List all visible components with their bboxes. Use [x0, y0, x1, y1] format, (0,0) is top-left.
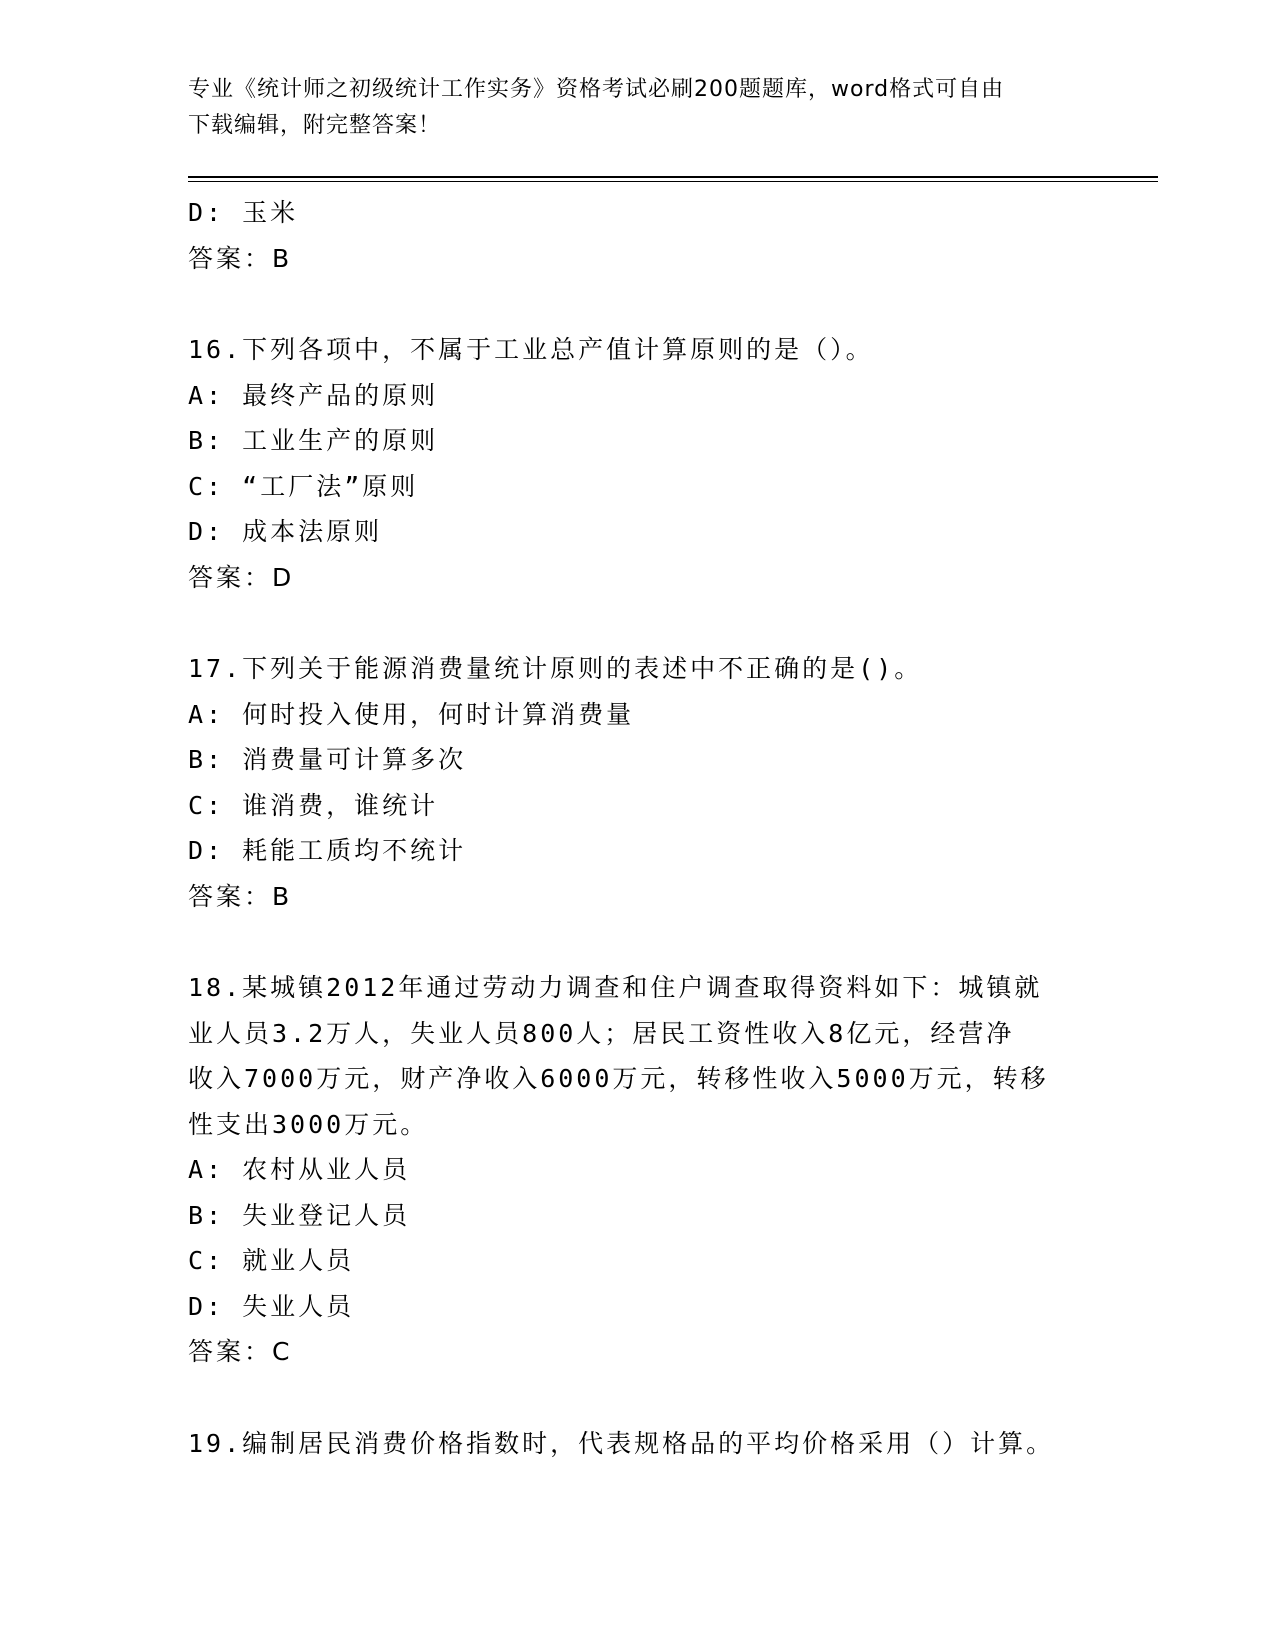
header-line-1: 专业《统计师之初级统计工作实务》资格考试必刷200题题库，word格式可自由	[188, 77, 1005, 102]
option-c: C: 就业人员	[188, 1246, 355, 1275]
option-d: D: 耗能工质均不统计	[188, 836, 467, 865]
option-a: A: 何时投入使用，何时计算消费量	[188, 699, 635, 729]
spacer	[188, 600, 1088, 646]
option-a: A: 农村从业人员	[188, 1155, 411, 1184]
option-b: B: 消费量可计算多次	[188, 745, 467, 774]
option-c: C: 谁消费，谁统计	[188, 790, 439, 820]
option-c: C: “工厂法”原则	[188, 471, 419, 501]
question-stem-line-3: 收入7000万元，财产净收入6000万元，转移性收入5000万元，转移	[188, 1064, 1049, 1093]
question-list	[188, 190, 1088, 1466]
question-stem: 16.下列各项中，不属于工业总产值计算原则的是（）。	[188, 335, 874, 364]
question-stem-line-2: 业人员3.2万人，失业人员800人；居民工资性收入8亿元，经营净	[188, 1018, 1015, 1048]
option-d: D: 成本法原则	[188, 517, 383, 546]
question-stem: 17.下列关于能源消费量统计原则的表述中不正确的是()。	[188, 654, 923, 683]
question-stem: 19.编制居民消费价格指数时，代表规格品的平均价格采用（）计算。	[188, 1428, 1055, 1458]
option-a: A: 最终产品的原则	[188, 380, 439, 410]
answer: 答案：C	[188, 1337, 293, 1366]
question-19	[188, 1421, 1088, 1467]
spacer	[188, 1375, 1088, 1421]
header-rule-thin	[188, 181, 1158, 182]
answer: 答案：B	[188, 881, 293, 911]
answer: 答案：D	[188, 562, 295, 592]
option-d: D: 玉米	[188, 198, 299, 227]
spacer	[188, 281, 1088, 327]
question-16	[188, 327, 1088, 600]
option-b: B: 工业生产的原则	[188, 426, 439, 455]
question-15-tail	[188, 190, 1088, 281]
question-18	[188, 965, 1088, 1375]
question-17	[188, 646, 1088, 919]
header-line-2: 下载编辑，附完整答案！	[188, 113, 442, 138]
answer: 答案：B	[188, 243, 293, 273]
document-header	[188, 72, 1088, 144]
header-rule-thick	[188, 176, 1158, 178]
option-b: B: 失业登记人员	[188, 1200, 411, 1230]
spacer	[188, 919, 1088, 965]
question-stem-line-1: 18.某城镇2012年通过劳动力调查和住户调查取得资料如下：城镇就	[188, 973, 1043, 1002]
option-d: D: 失业人员	[188, 1291, 355, 1321]
question-stem-line-4: 性支出3000万元。	[188, 1109, 429, 1139]
